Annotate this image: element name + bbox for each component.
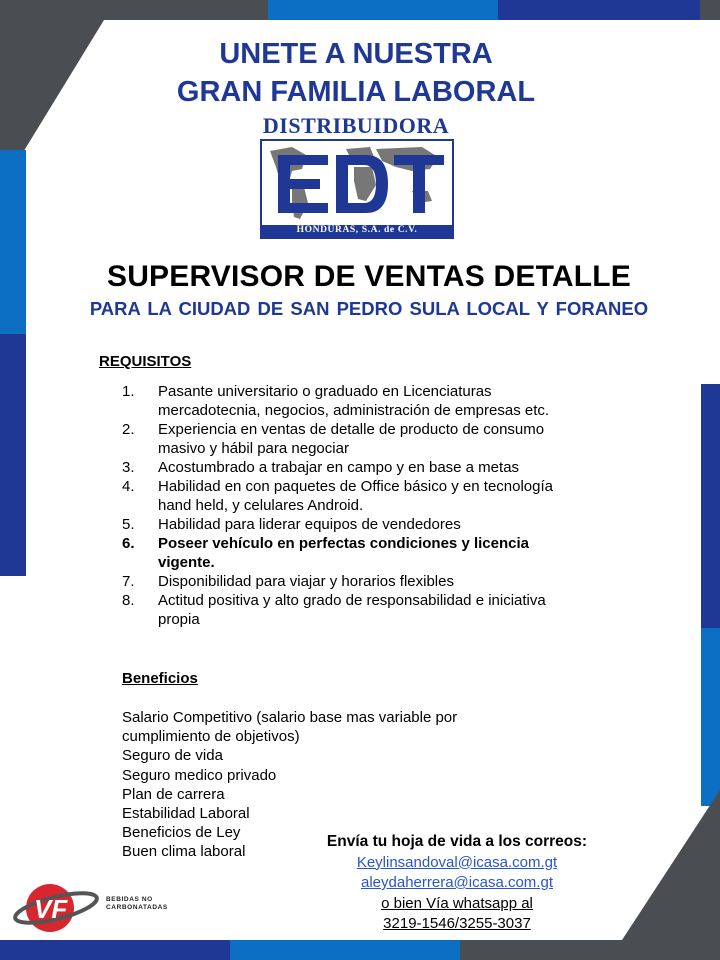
frame-right-corner-triangle [610,790,720,960]
whatsapp-line: o bien Vía whatsapp al [381,894,533,912]
job-title: SUPERVISOR DE VENTAS DETALLE [106,260,631,293]
frame-right-navy-band [701,384,720,628]
requirement-item: 7. Disponibilidad para viajar y horarios flexibles [122,573,454,590]
requirements-heading: REQUISITOS [99,353,192,370]
frame-top-navy-band [498,0,720,20]
email-link-aleyda[interactable]: aleydaherrera@icasa.com.gt [361,874,553,891]
contact-block [300,832,614,935]
headline-line-2: GRAN FAMILIA LABORAL [176,76,536,108]
benefits-heading: Beneficios [122,670,198,687]
frame-right-blue-band [701,628,720,806]
requirement-item-highlighted: 6. Poseer vehículo en perfectas condiciones y licencia vigente. [122,535,529,571]
requirement-item: 5. Habilidad para liderar equipos de vendedores [122,516,461,533]
edt-letters [262,141,452,225]
frame-left-navy-band [0,334,26,576]
benefit-item: Beneficios de Ley [122,824,241,842]
company-logo [258,114,454,238]
job-location: PARA LA CIUDAD DE SAN PEDRO SULA LOCAL Y FORANEO [89,298,649,319]
requirements-list [122,382,568,629]
frame-bottom-gray-band [460,940,720,960]
headline [0,35,712,111]
headline-line-1: UNETE A NUESTRA [219,38,493,70]
frame-top-right-gray [700,0,720,20]
benefit-item: Plan de carrera [122,785,225,803]
whatsapp-phones: 3219-1546/3255-3037 [383,915,531,932]
benefit-item: Seguro medico privado [122,766,277,784]
vf-brand-logo [12,878,168,936]
requirement-item: 3. Acostumbrado a trabajar en campo y en base a metas [122,459,520,476]
logo-top-text: DISTRIBUIDORA [262,113,450,138]
vf-logo-mark [12,878,104,936]
vf-tagline-line-2: CARBONATADAS [106,904,168,911]
benefit-item: Estabilidad Laboral [122,805,250,823]
logo-mark-box [260,139,454,239]
frame-bottom-navy-band [0,940,230,960]
requirement-item: 4. Habilidad en con paquetes de Office básico y en tecnología hand held, y celulares Android. [122,478,553,514]
benefit-item: Seguro de vida [122,747,223,765]
vf-logo-letters: VF [34,894,68,924]
contact-lead: Envía tu hoja de vida a los correos: [326,833,588,850]
vf-tagline [106,896,168,912]
requirement-item: 1. Pasante universitario o graduado en Licenciaturas mercadotecnia, negocios, administración de empresas etc. [122,383,550,419]
requirement-item: 2. Experiencia en ventas de detalle de producto de consumo masivo y hábil para negociar [122,421,545,457]
benefit-item: Buen clima laboral [122,843,246,861]
vf-tagline-line-1: BEBIDAS NO [106,896,153,903]
frame-bottom-blue-band [230,940,460,960]
logo-subtitle: HONDURAS, S.A. de C.V. [296,225,418,235]
benefit-item: Salario Competitivo (salario base mas variable por cumplimiento de objetivos) [122,709,458,746]
email-link-keylin[interactable]: Keylinsandoval@icasa.com.gt [356,853,558,871]
frame-top-blue-band [268,0,498,20]
requirement-item: 8. Actitud positiva y alto grado de responsabilidad e iniciativa propia [122,592,546,628]
